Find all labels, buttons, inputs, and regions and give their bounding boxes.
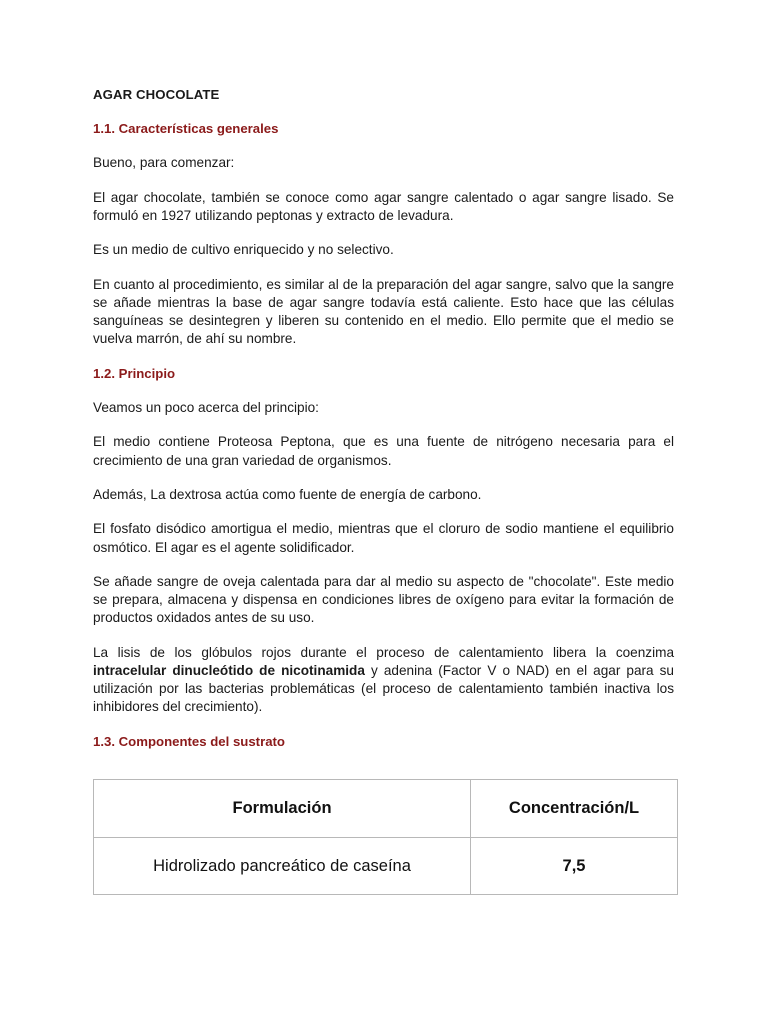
table-header-concentracion: Concentración/L [471, 779, 678, 837]
table-cell-formulacion: Hidrolizado pancreático de caseína [94, 837, 471, 894]
paragraph-lisis [93, 644, 674, 717]
text-run: La lisis de los glóbulos rojos durante el proceso de calentamiento libera la coenzima [93, 644, 674, 660]
text-run: y adenina (Factor V o NAD) en el agar para su utilización por las bacterias problemáticas (el proceso de calentamiento también inactiva los inhibidores del crecimiento). [93, 662, 674, 715]
paragraph: Bueno, para comenzar: [93, 155, 235, 171]
paragraph: Es un medio de cultivo enriquecido y no selectivo. [93, 242, 394, 258]
paragraph: El medio contiene Proteosa Peptona, que es una fuente de nitrógeno necesaria para el crecimiento de una gran variedad de organismos. [93, 434, 674, 468]
table-row [94, 837, 678, 894]
bold-term: intracelular dinucleótido de nicotinamida [93, 662, 365, 678]
section-heading-caracteristicas: 1.1. Características generales [93, 121, 279, 137]
components-table-wrapper [93, 779, 674, 895]
section-heading-componentes: 1.3. Componentes del sustrato [93, 733, 285, 749]
table-header-row [94, 779, 678, 837]
table-cell-concentracion: 7,5 [471, 837, 678, 894]
document-title: AGAR CHOCOLATE [93, 87, 220, 102]
document-page [93, 86, 674, 895]
paragraph: Además, La dextrosa actúa como fuente de energía de carbono. [93, 486, 482, 502]
paragraph: En cuanto al procedimiento, es similar al de la preparación del agar sangre, salvo que la sangre se añade mientras la base de agar sangre todavía está caliente. Esto hace que las células sanguíneas se desintegren y liberen su contenido en el medio. Ello permite que el medio se vuelva marrón, de ahí su nombre. [93, 276, 674, 347]
paragraph: Se añade sangre de oveja calentada para dar al medio su aspecto de "chocolate". Este medio se prepara, almacena y dispensa en condiciones libres de oxígeno para evitar la formación de productos oxidados antes de su uso. [93, 573, 674, 626]
section-heading-principio: 1.2. Principio [93, 365, 176, 381]
components-table [93, 779, 678, 895]
paragraph: Veamos un poco acerca del principio: [93, 399, 319, 415]
paragraph: El fosfato disódico amortigua el medio, mientras que el cloruro de sodio mantiene el equilibrio osmótico. El agar es el agente solidificador. [93, 521, 674, 555]
paragraph: El agar chocolate, también se conoce como agar sangre calentado o agar sangre lisado. Se formuló en 1927 utilizando peptonas y extracto de levadura. [93, 189, 674, 223]
table-header-formulacion: Formulación [94, 779, 471, 837]
